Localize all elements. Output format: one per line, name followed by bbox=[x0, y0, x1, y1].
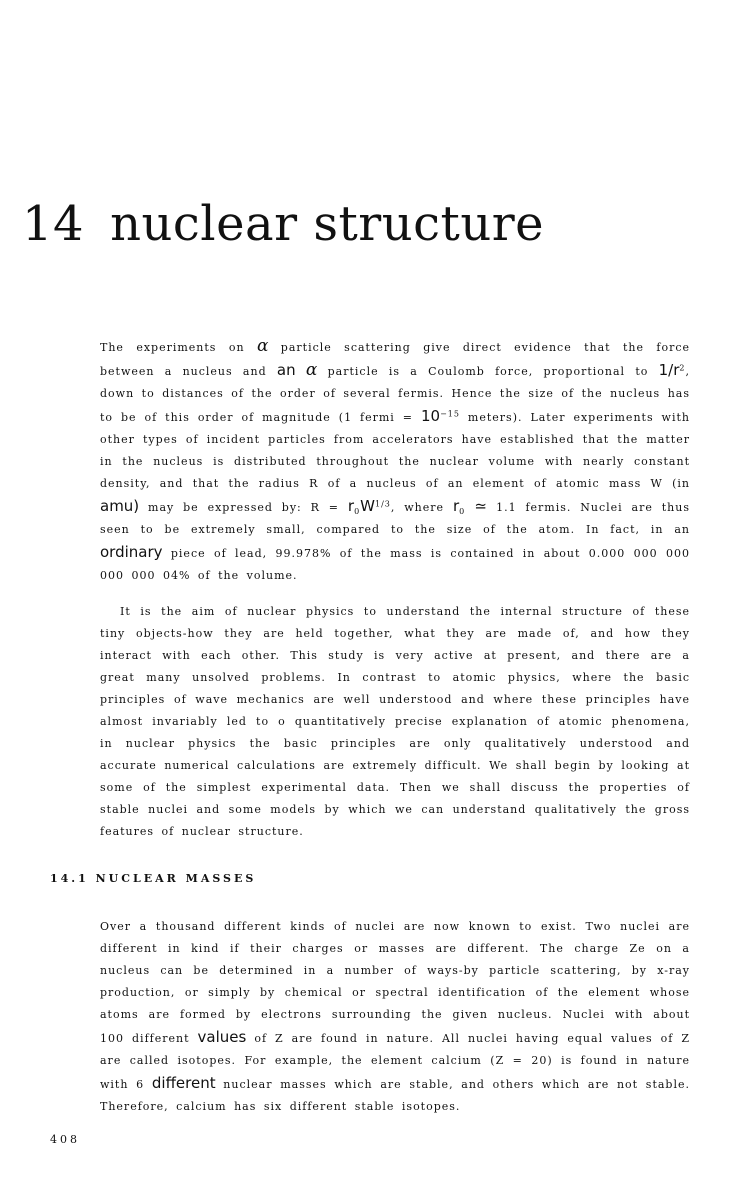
text-run: nuclear masses which are stable, and others which are not stable. Therefore, calcium has six different stable isotopes. bbox=[100, 1078, 690, 1113]
math-exponent: 2 bbox=[679, 363, 686, 373]
text-run: ordinary bbox=[100, 543, 163, 561]
alpha-symbol: α bbox=[305, 360, 318, 380]
chapter-title-text: nuclear structure bbox=[110, 196, 545, 252]
math-inverse-r: 1/r bbox=[658, 361, 680, 379]
text-run: piece of lead, 99.978% of the mass is contained in about 0.000 000 000 000 000 04% of the volume. bbox=[100, 547, 690, 582]
text-run: 1.1 fermis. Nuclei are thus seen to be extremely small, compared to the size of the atom. In fact, in an bbox=[100, 501, 690, 536]
text-run: , where bbox=[390, 501, 453, 514]
page-number: 408 bbox=[50, 1133, 80, 1146]
alpha-symbol: α bbox=[256, 336, 269, 356]
text-run: meters). Later experiments with other types of incident particles from accelerators have established that the matter in the nucleus is distributed throughout the nuclear volume with nearly constant density, and that the radius R of a nucleus of an element of atomic mass W (in bbox=[100, 411, 690, 490]
math-subscript: 0 bbox=[459, 507, 466, 517]
math-subscript: 0 bbox=[354, 507, 361, 517]
aim-paragraph: It is the aim of nuclear physics to understand the internal structure of these tiny objects-how they are held together, what they are made of, and how they interact with each other. This study is very active at present, and there are a great many unsolved problems. In contrast to atomic physics, where the basic principles of wave mechanics are well understood and where these principles have almost invariably led to o quantitatively precise explanation of atomic phenomena, in nuclear physics the basic principles are only qualitatively understood and accurate numerical calculations are extremely difficult. We shall begin by looking at some of the simplest experimental data. Then we shall discuss the properties of stable nuclei and some models by which we can understand qualitatively the gross features of nuclear structure. bbox=[100, 605, 690, 838]
text-run: different bbox=[151, 1074, 216, 1092]
math-ten: 10 bbox=[420, 407, 441, 425]
math-w: W bbox=[360, 497, 376, 515]
chapter-title bbox=[22, 196, 544, 252]
math-exponent: −15 bbox=[440, 409, 460, 419]
text-run: Over a thousand different kinds of nuclei are now known to exist. Two nuclei are different in kind if their charges or masses are different. The charge Ze on a nucleus can be determined in a number of ways-by particle scattering, by x-ray production, or simply by chemical or spectral identification of the element whose atoms are formed by electrons surrounding the given nucleus. Nuclei with about 100 different bbox=[100, 920, 690, 1045]
intro-paragraph bbox=[100, 335, 690, 587]
approx-symbol: ≃ bbox=[465, 497, 497, 515]
text-run: an bbox=[276, 361, 296, 379]
math-r: r bbox=[452, 497, 460, 515]
section-heading: 14.1 NUCLEAR MASSES bbox=[50, 872, 257, 885]
text-run: of Z are found in nature. All nuclei having equal values of Z are called isotopes. For example, the element calcium (Z = 20) is found in nature with 6 bbox=[100, 1032, 690, 1091]
text-run: particle scattering give direct evidence that the force between a nucleus and bbox=[100, 341, 690, 378]
text-run: particle is a Coulomb force, proportional to bbox=[317, 365, 659, 378]
text-run: values bbox=[197, 1028, 247, 1046]
text-run: may be expressed by: R = bbox=[139, 501, 348, 514]
amu-unit: amu) bbox=[100, 497, 140, 515]
math-exponent: 1/3 bbox=[375, 499, 391, 509]
math-r: r bbox=[347, 497, 355, 515]
text-run: The experiments on bbox=[100, 341, 257, 354]
chapter-number: 14 bbox=[22, 196, 85, 252]
text-run: , down to distances of the order of several fermis. Hence the size of the nucleus has to be of this order of magnitude (1 fermi = bbox=[100, 365, 690, 424]
nuclear-masses-paragraph bbox=[100, 916, 690, 1118]
